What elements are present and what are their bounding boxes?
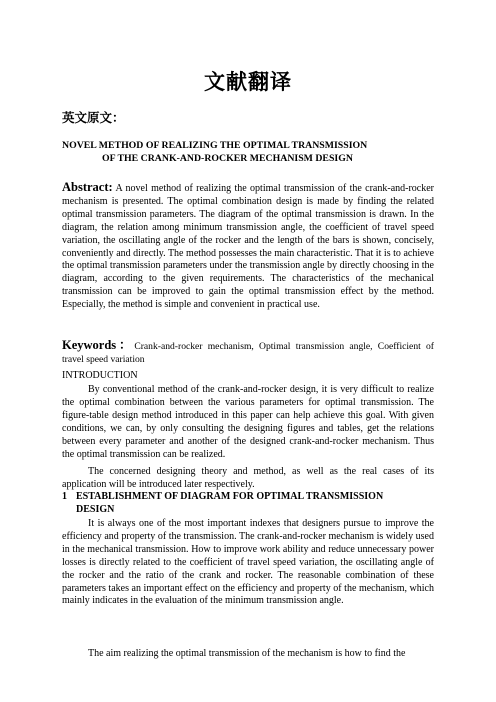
abstract-text: A novel method of realizing the optimal transmission of the crank-and-rocker mechanism is presented. The optimal combination design is made by finding the related optimal transmission parameters. The diagram of the optimal transmission is drawn. In the diagram, the relation among minimum transmission angle, the coefficient of travel speed variation, the oscillating angle of the rocker and the length of the bars is shown, concisely, conveniently and directly. The method possesses the main characteristic. That it is to achieve the optimal transmission parameters under the transmission angle by directly choosing in the diagram, according to the given requirements. The characteristics of the mechanical transmission can be improved to gain the optimal transmission effect by the method. Especially, the method is simple and convenient in practical use. [62, 183, 434, 311]
section-1-paragraph-2: The aim realizing the optimal transmission of the mechanism is how to find the [88, 648, 406, 659]
keywords-text: Crank-and-rocker mechanism, Optimal transmission angle, Coefficient of travel speed variation [62, 341, 434, 365]
section-1-number: 1 [62, 491, 67, 502]
original-text-heading: 英文原文： [62, 110, 125, 125]
section-1-title-part-2: DESIGN [76, 503, 115, 515]
keywords-label: Keywords： [62, 338, 135, 352]
section-1-title-part-1: ESTABLISHMENT OF DIAGRAM FOR OPTIMAL TRANSMISSION [76, 491, 384, 502]
introduction-paragraph-2: The concerned designing theory and method, as well as the real cases of its application will be introduced later respectively. [62, 466, 434, 490]
introduction-paragraph-1: By conventional method of the crank-and-rocker design, it is very difficult to realize the optimal combination between the various parameters for optimal transmission. The figure-table design method introduced in this paper can help achieve this goal. With given conditions, we can, by only consulting the designing figures and tables, get the relations between every parameter and another of the designed crank-and-rocker mechanism. Thus the optimal transmission can be realized. [62, 384, 434, 460]
abstract-paragraph [62, 181, 434, 312]
introduction-heading: INTRODUCTION [62, 370, 138, 381]
paper-title-line-1: NOVEL METHOD OF REALIZING THE OPTIMAL TRANSMISSION [62, 140, 368, 151]
section-1-heading [62, 491, 434, 517]
abstract-label: Abstract: [62, 180, 113, 194]
document-title: 文献翻译 [204, 70, 292, 94]
keywords-paragraph [62, 339, 434, 367]
paper-title-line-2: OF THE CRANK-AND-ROCKER MECHANISM DESIGN [102, 153, 353, 164]
section-1-paragraph-1: It is always one of the most important indexes that designers pursue to improve the efficiency and property of the transmission. The crank-and-rocker mechanism is widely used in the mechanical transmission. How to improve work ability and reduce unnecessary power losses is directly related to the coefficient of travel speed variation, the oscillating angle of the rocker and the ratio of the crank and rocker. The reasonable combination of these parameters takes an important effect on the efficiency and property of the mechanism, which mainly indicates in the evaluation of the minimum transmission angle. [62, 518, 434, 607]
